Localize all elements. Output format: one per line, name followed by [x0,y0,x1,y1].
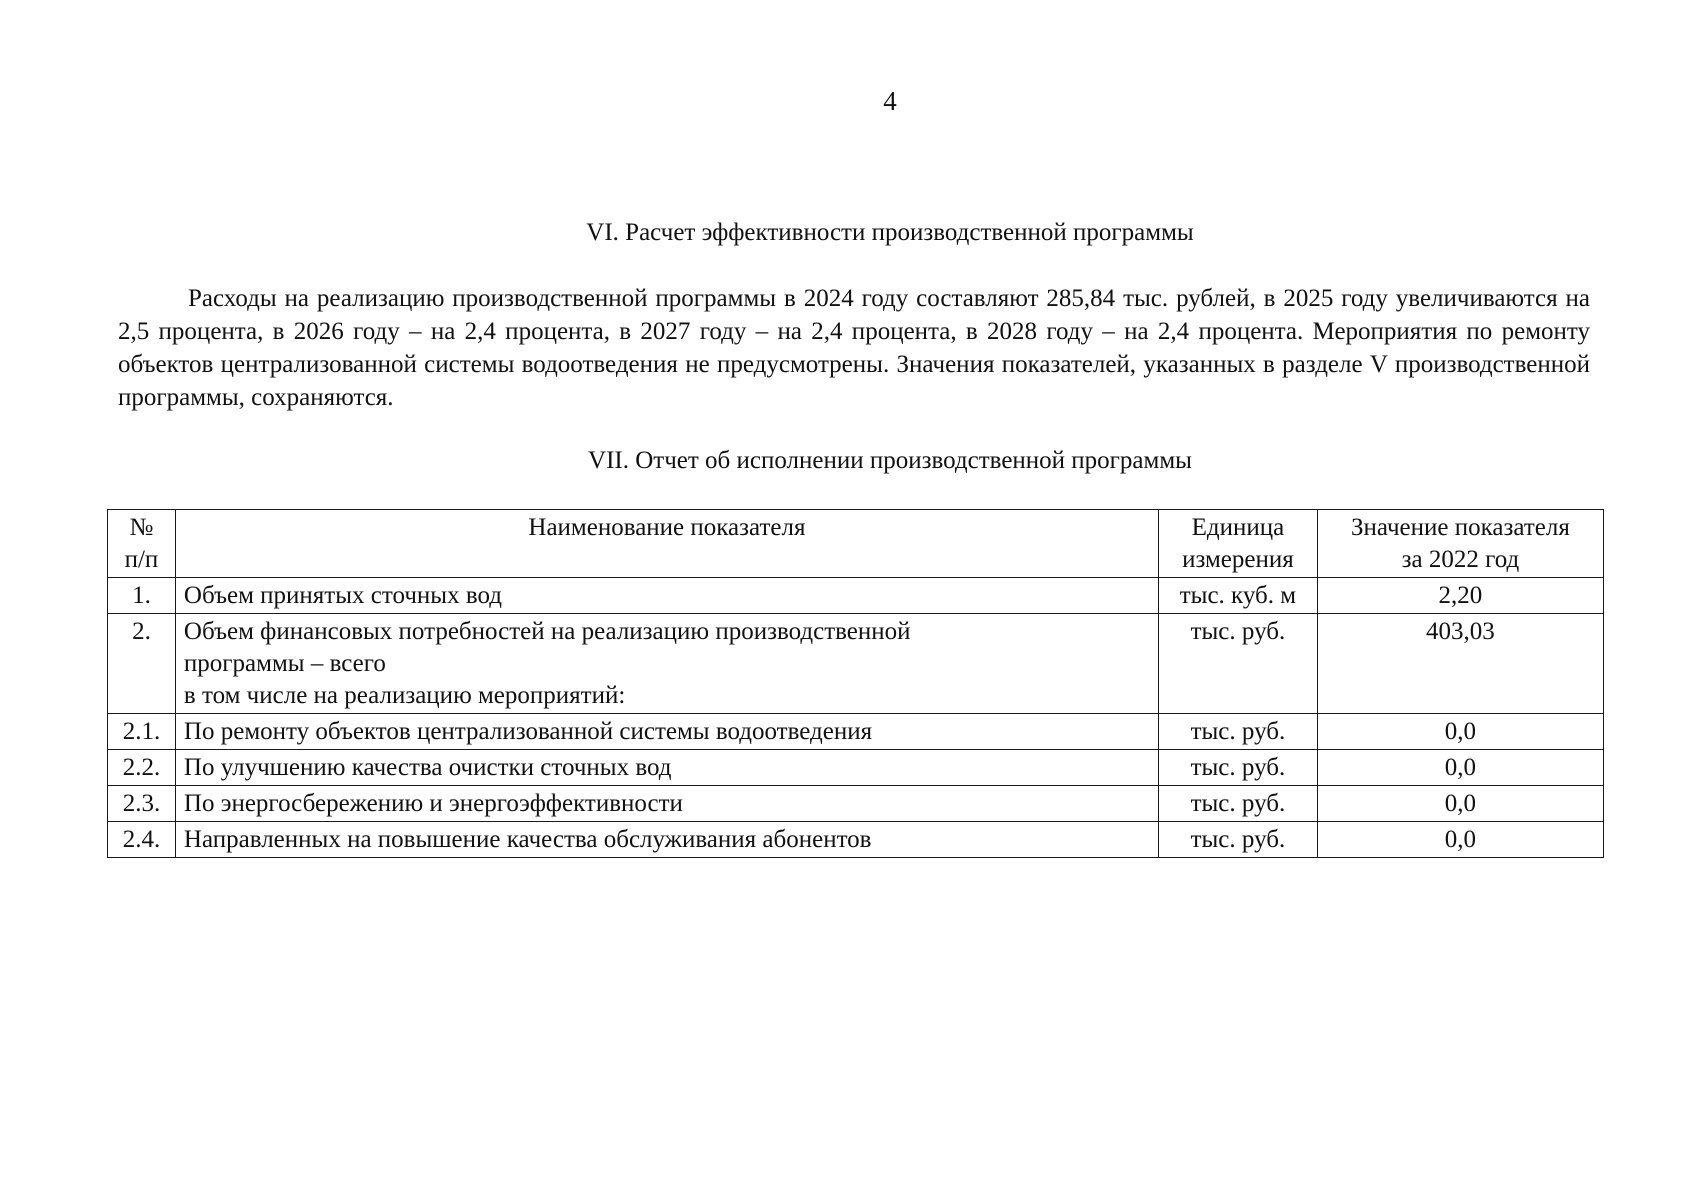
row-name-line: По энергосбережению и энергоэффективности [183,790,683,817]
section-vii-title: VII. Отчет об исполнении производственной программы [588,447,1192,474]
row-name [175,614,1158,714]
row-name-line: Объем финансовых потребностей на реализацию производственной [183,618,911,645]
row-num: 1. [108,578,176,614]
row-unit: тыс. руб. [1158,786,1317,822]
header-unit-line: измерения [1182,546,1294,573]
header-name [175,510,1158,578]
table-row [108,822,1604,858]
row-value: 0,0 [1317,822,1603,858]
table-row [108,578,1604,614]
page-number: 4 [883,86,897,116]
row-value: 2,20 [1317,578,1603,614]
report-table-header [108,510,1604,578]
row-value: 0,0 [1317,750,1603,786]
row-name [175,714,1158,750]
row-name [175,578,1158,614]
row-name-line: Объем принятых сточных вод [183,582,502,609]
row-value: 403,03 [1317,614,1603,714]
row-unit: тыс. руб. [1158,822,1317,858]
table-row [108,750,1604,786]
section-vi-paragraph: Расходы на реализацию производственной программы в 2024 году составляют 285,84 тыс. рублей, в 2025 году увеличиваются на 2,5 процента, в 2026 году – на 2,4 процента, в 2027 году – на 2,4 процента, в 2028 году – на 2,4 процента. Мероприятия по ремонту объектов централизованной системы водоотведения не предусмотрены. Значения показателей, указанных в разделе V производственной программы, сохраняются. [118,285,1590,411]
report-table-body [108,578,1604,858]
row-name-line: По ремонту объектов централизованной системы водоотведения [183,718,873,745]
row-unit: тыс. руб. [1158,714,1317,750]
row-name [175,822,1158,858]
row-num: 2.2. [108,750,176,786]
row-name-line: Направленных на повышение качества обслуживания абонентов [183,826,872,853]
row-value: 0,0 [1317,786,1603,822]
header-num [108,510,176,578]
table-header-row [108,510,1604,578]
row-unit: тыс. руб. [1158,614,1317,714]
row-name-line: программы – всего [183,650,386,677]
header-value [1317,510,1603,578]
header-value-line: за 2022 год [1401,546,1520,573]
header-value-line: Значение показателя [1350,514,1570,541]
row-name [175,786,1158,822]
row-name-line: По улучшению качества очистки сточных вод [183,754,672,781]
row-unit: тыс. руб. [1158,750,1317,786]
row-name-line: в том числе на реализацию мероприятий: [183,682,626,709]
row-num: 2.4. [108,822,176,858]
table-row [108,614,1604,714]
row-unit: тыс. куб. м [1158,578,1317,614]
table-row [108,786,1604,822]
report-table [107,509,1604,858]
header-unit-line: Единица [1191,514,1285,541]
row-num: 2.3. [108,786,176,822]
section-vi-title: VI. Расчет эффективности производственной программы [586,219,1194,246]
row-value: 0,0 [1317,714,1603,750]
header-num-line: № [129,514,154,541]
header-num-line: п/п [124,546,159,573]
row-num: 2. [108,614,176,714]
row-name [175,750,1158,786]
header-unit [1158,510,1317,578]
table-row [108,714,1604,750]
header-name-line: Наименование показателя [528,514,806,541]
row-num: 2.1. [108,714,176,750]
